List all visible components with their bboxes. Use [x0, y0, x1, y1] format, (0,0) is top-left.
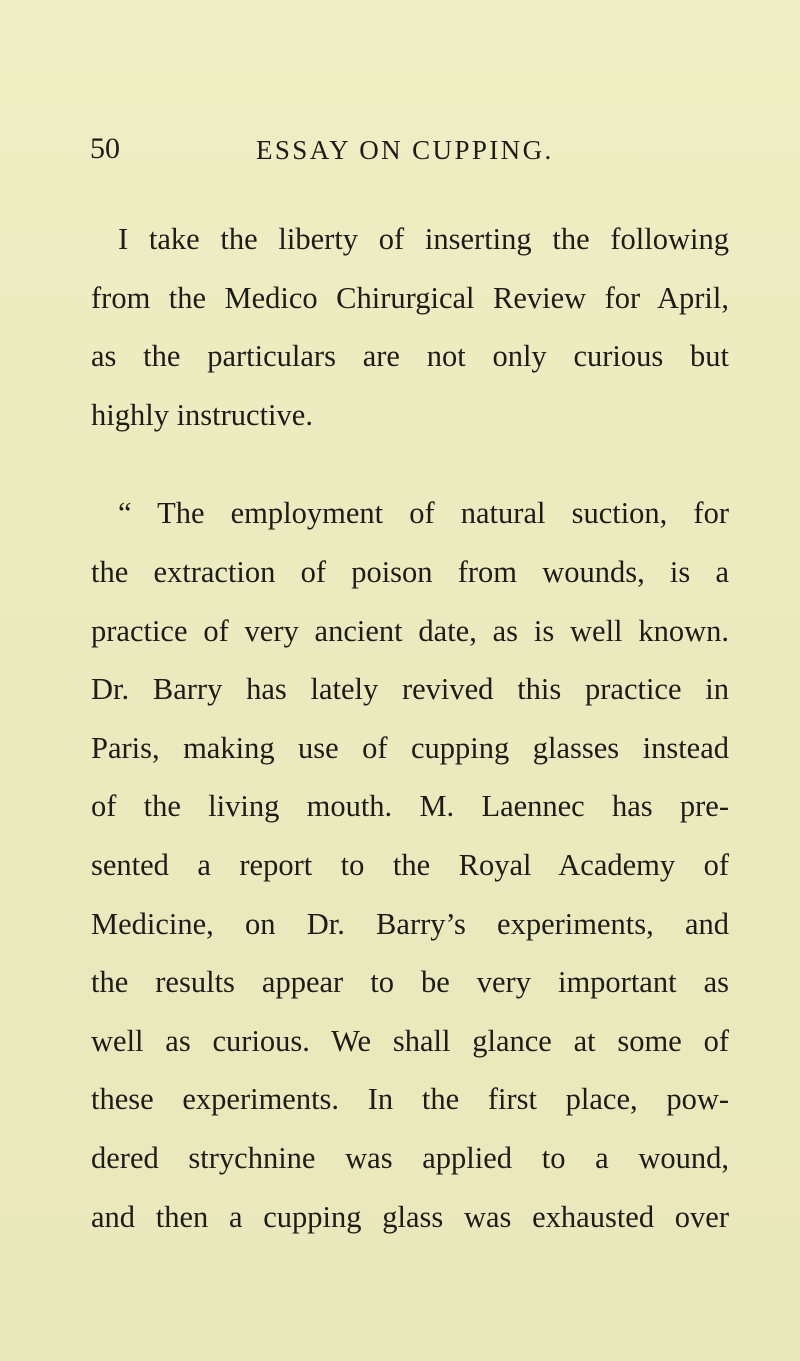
text-line: highly instructive.	[91, 397, 313, 432]
text-line: from the Medico Chirurgical Review for April,	[91, 280, 729, 315]
text-line: as the particulars are not only curious but	[91, 339, 729, 374]
page-number: 50	[90, 132, 120, 165]
text-line: these experiments. In the first place, pow-	[91, 1082, 729, 1117]
body-text	[91, 210, 729, 1246]
page-header	[0, 132, 800, 172]
text-line: dered strychnine was applied to a wound,	[91, 1140, 729, 1175]
running-head: ESSAY ON CUPPING.	[256, 135, 554, 165]
paragraph-gap	[91, 444, 729, 484]
paragraph	[91, 484, 729, 1246]
text-line: and then a cupping glass was exhausted over	[91, 1199, 729, 1234]
text-line: I take the liberty of inserting the following	[118, 222, 729, 256]
text-line: Dr. Barry has lately revived this practice in	[91, 672, 729, 707]
text-line: sented a report to the Royal Academy of	[91, 847, 729, 882]
text-line: practice of very ancient date, as is well known.	[91, 613, 729, 648]
text-line: Paris, making use of cupping glasses instead	[91, 730, 729, 765]
text-line: of the living mouth. M. Laennec has pre-	[91, 789, 729, 824]
paragraph	[91, 210, 729, 444]
text-line: the results appear to be very important as	[91, 965, 729, 1000]
text-line: the extraction of poison from wounds, is a	[91, 554, 729, 589]
text-line: “ The employment of natural suction, for	[118, 496, 729, 531]
text-line: Medicine, on Dr. Barry’s experiments, and	[91, 906, 729, 941]
text-line: well as curious. We shall glance at some of	[91, 1023, 729, 1058]
